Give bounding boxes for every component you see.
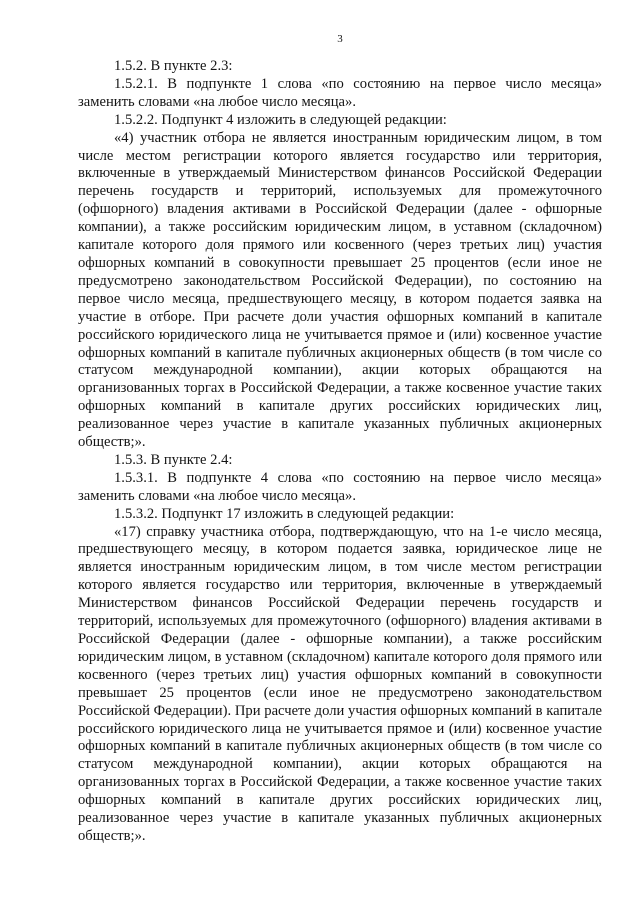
paragraph-1-5-2-2: 1.5.2.2. Подпункт 4 изложить в следующей редакции: (114, 111, 447, 128)
paragraph-1-5-3: 1.5.3. В пункте 2.4: (114, 451, 233, 468)
paragraph-subitem-4-text: «4) участник отбора не является иностранным юридическим лицом, в том числе местом регистрации которого является государство или территория, включенные в утверждаемый Министерством финансов Российской Федерации перечень государств и территорий, используемых для промежуточного (офшорного) владения активами в Российской Федерации (далее - офшорные компании), а также российским юридическим лицом, в уставном (складочном) капитале которого доля прямого или косвенного (через третьих лиц) участия офшорных компаний в совокупности превышает 25 процентов (если иное не предусмотрено законодательством Российской Федерации), по состоянию на первое число месяца, предшествующего месяцу, в котором подается заявка на участие в отборе. При расчете доли участия офшорных компаний в капитале российского юридического лица не учитывается прямое и (или) косвенное участие офшорных компаний в капитале публичных акционерных обществ (в том числе со статусом международной компании), акции которых обращаются на организованных торгах в Российской Федерации, а также косвенное участие таких офшорных компаний в капитале других российских юридических лиц, реализованное через участие в капитале указанных публичных акционерных обществ;». (78, 129, 602, 451)
paragraph-1-5-3-2: 1.5.3.2. Подпункт 17 изложить в следующей редакции: (114, 505, 455, 522)
paragraph-1-5-2-1: 1.5.2.1. В подпункте 1 слова «по состоянию на первое число месяца» заменить словами «на любое число месяца». (78, 75, 602, 110)
paragraph-subitem-17-text: «17) справку участника отбора, подтверждающую, что на 1-е число месяца, предшествующего месяцу, в котором подается заявка, юридическое лице не является иностранным юридическим лицом, в том числе местом регистрации которого является государство или территория, включенные в утверждаемый Министерством финансов Российской Федерации перечень государств и территорий, используемых для промежуточного (офшорного) владения активами в Российской Федерации (далее - офшорные компании), а также российским юридическим лицом, в уставном (складочном) капитале которого доля прямого или косвенного (через третьих лиц) участия офшорных компаний в совокупности превышает 25 процентов (если иное не предусмотрено законодательством Российской Федерации). При расчете доли участия офшорных компаний в капитале российского юридического лица не учитывается прямое и (или) косвенное участие офшорных компаний в капитале публичных акционерных обществ (в том числе со статусом международной компании), акции которых обращаются на организованных торгах в Российской Федерации, а также косвенное участие таких офшорных компаний в капитале других российских юридических лиц, реализованное через участие в капитале указанных публичных акционерных обществ;». (78, 523, 602, 844)
document-body (78, 58, 602, 846)
paragraph-1-5-2: 1.5.2. В пункте 2.3: (114, 58, 233, 74)
paragraph-1-5-3-1: 1.5.3.1. В подпункте 4 слова «по состоянию на первое число месяца» заменить словами «на любое число месяца». (78, 469, 602, 504)
page-number: 3 (337, 33, 343, 45)
